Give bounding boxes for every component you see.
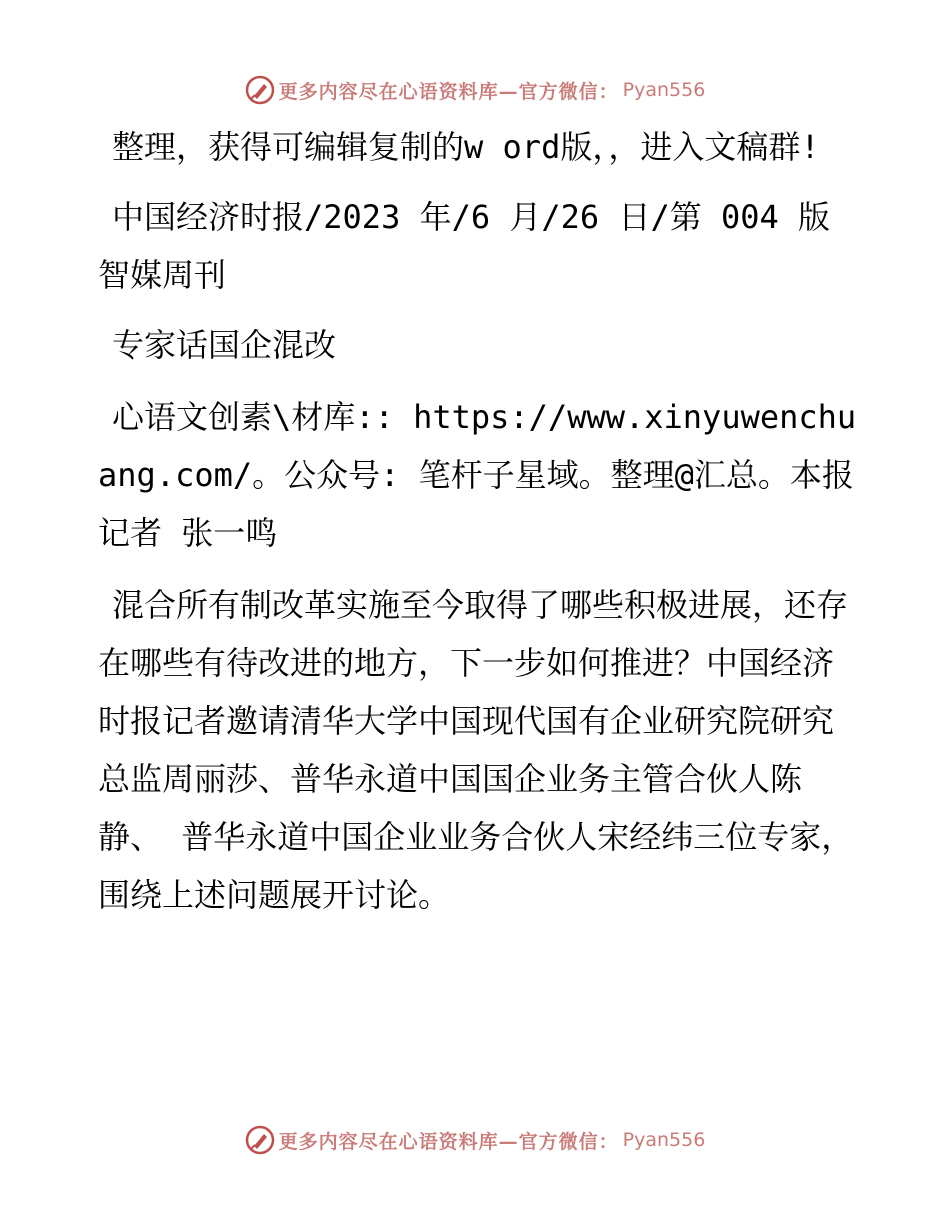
watermark-text: 更多内容尽在心语资料库—官方微信： — [278, 1130, 619, 1153]
pen-nib-logo-icon — [245, 75, 275, 105]
source-line: 中国经济时报/2023 年/6 月/26 日/第 004 版智媒周刊 — [98, 198, 831, 294]
intro-paragraph: 整理，获得可编辑复制的w ord版，，进入文稿群! — [112, 128, 820, 166]
article-title: 专家话国企混改 — [112, 326, 337, 364]
watermark-text: 更多内容尽在心语资料库—官方微信： — [278, 80, 619, 103]
body-paragraph: 混合所有制改革实施至今取得了哪些积极进展，还存在哪些有待改进的地方，下一步如何推进？中国经济时报记者邀请清华大学中国现代国有企业研究院研究总监周丽莎、普华永道中国国企业务主管合伙人陈静、 普华永道中国企业业务合伙人宋经纬三位专家， 围绕上述问题展开讨论。 — [98, 586, 854, 914]
watermark-contact: Pyan556 — [622, 1129, 706, 1151]
pen-nib-logo-icon — [245, 1125, 275, 1155]
watermark-contact: Pyan556 — [622, 79, 706, 101]
source-credit-paragraph: 心语文创素\材库:: https://www.xinyuwenchuang.com/。公众号: 笔杆子星域。整理@汇总。本报记者 张一鸣 — [98, 398, 857, 552]
document-body — [98, 118, 858, 924]
footer-watermark — [0, 1120, 950, 1160]
header-watermark — [0, 70, 950, 110]
